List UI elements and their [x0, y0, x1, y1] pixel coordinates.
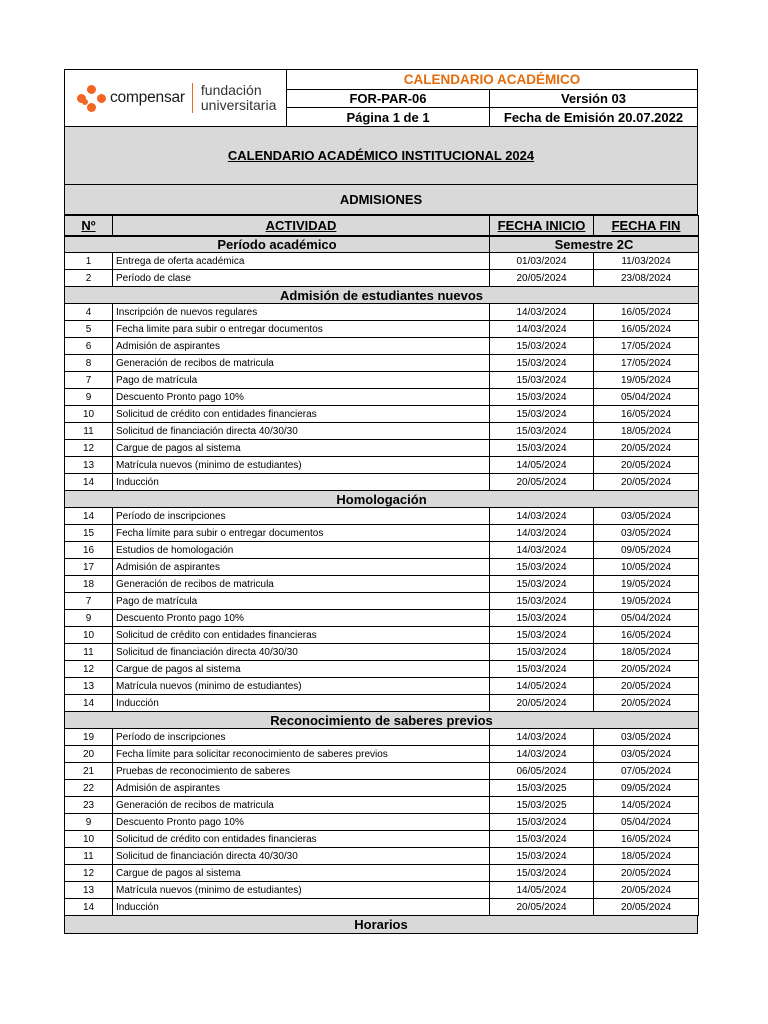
table-row: [65, 525, 699, 542]
row-start-date: 15/03/2024: [490, 338, 594, 355]
table-row: [65, 661, 699, 678]
row-number: 7: [65, 372, 113, 389]
row-start-date: 15/03/2024: [490, 644, 594, 661]
row-start-date: 14/05/2024: [490, 457, 594, 474]
compensar-logo-icon: [77, 83, 107, 113]
row-end-date: 16/05/2024: [594, 627, 699, 644]
row-activity: Generación de recibos de matricula: [113, 355, 490, 372]
row-number: 18: [65, 576, 113, 593]
row-start-date: 06/05/2024: [490, 763, 594, 780]
row-end-date: 05/04/2024: [594, 389, 699, 406]
table-row: [65, 474, 699, 491]
row-start-date: 14/05/2024: [490, 882, 594, 899]
row-activity: Inducción: [113, 474, 490, 491]
row-end-date: 20/05/2024: [594, 474, 699, 491]
group-title: Homologación: [65, 491, 699, 508]
row-end-date: 17/05/2024: [594, 338, 699, 355]
document-header: [64, 69, 698, 127]
row-end-date: 20/05/2024: [594, 899, 699, 916]
table-row: [65, 253, 699, 270]
row-number: 20: [65, 746, 113, 763]
row-activity: Descuento Pronto pago 10%: [113, 389, 490, 406]
row-end-date: 16/05/2024: [594, 831, 699, 848]
row-start-date: 14/03/2024: [490, 746, 594, 763]
logo-wordmark: compensar: [110, 89, 185, 106]
row-number: 13: [65, 457, 113, 474]
row-end-date: 23/08/2024: [594, 270, 699, 287]
row-end-date: 17/05/2024: [594, 355, 699, 372]
row-start-date: 14/05/2024: [490, 678, 594, 695]
row-end-date: 20/05/2024: [594, 695, 699, 712]
row-end-date: 05/04/2024: [594, 610, 699, 627]
row-activity: Fecha limite para subir o entregar documentos: [113, 321, 490, 338]
row-activity: Inducción: [113, 899, 490, 916]
table-row: [65, 882, 699, 899]
table-row: [65, 763, 699, 780]
row-end-date: 10/05/2024: [594, 559, 699, 576]
table-row: [65, 814, 699, 831]
row-end-date: 07/05/2024: [594, 763, 699, 780]
row-start-date: 15/03/2024: [490, 423, 594, 440]
row-number: 8: [65, 355, 113, 372]
row-activity: Pruebas de reconocimiento de saberes: [113, 763, 490, 780]
table-row: [65, 899, 699, 916]
row-activity: Estudios de homologación: [113, 542, 490, 559]
column-header-end: FECHA FIN: [594, 216, 699, 236]
row-number: 14: [65, 899, 113, 916]
row-activity: Pago de matrícula: [113, 372, 490, 389]
row-start-date: 15/03/2024: [490, 355, 594, 372]
table-row: [65, 627, 699, 644]
row-start-date: 14/03/2024: [490, 729, 594, 746]
row-start-date: 01/03/2024: [490, 253, 594, 270]
row-number: 9: [65, 610, 113, 627]
logo-subtitle: [201, 83, 276, 113]
logo-divider: [192, 83, 193, 113]
row-end-date: 20/05/2024: [594, 457, 699, 474]
row-start-date: 15/03/2024: [490, 389, 594, 406]
row-start-date: 15/03/2024: [490, 865, 594, 882]
row-activity: Admisión de aspirantes: [113, 559, 490, 576]
row-start-date: 20/05/2024: [490, 899, 594, 916]
group-title: Admisión de estudiantes nuevos: [65, 287, 699, 304]
row-end-date: 09/05/2024: [594, 542, 699, 559]
row-number: 7: [65, 593, 113, 610]
row-activity: Cargue de pagos al sistema: [113, 865, 490, 882]
table-row: [65, 729, 699, 746]
column-header-num: Nº: [65, 216, 113, 236]
row-end-date: 16/05/2024: [594, 406, 699, 423]
row-activity: Descuento Pronto pago 10%: [113, 814, 490, 831]
row-start-date: 14/03/2024: [490, 304, 594, 321]
row-end-date: 18/05/2024: [594, 423, 699, 440]
row-number: 14: [65, 508, 113, 525]
row-activity: Admisión de aspirantes: [113, 338, 490, 355]
row-start-date: 15/03/2024: [490, 610, 594, 627]
row-start-date: 15/03/2024: [490, 372, 594, 389]
column-header-activity: ACTIVIDAD: [113, 216, 490, 236]
emission-date: Fecha de Emisión 20.07.2022: [503, 109, 684, 125]
row-number: 4: [65, 304, 113, 321]
section-title: ADMISIONES: [64, 185, 698, 215]
table-row: [65, 338, 699, 355]
row-number: 9: [65, 814, 113, 831]
row-end-date: 03/05/2024: [594, 729, 699, 746]
row-activity: Solicitud de crédito con entidades financieras: [113, 406, 490, 423]
row-end-date: 03/05/2024: [594, 508, 699, 525]
row-number: 11: [65, 423, 113, 440]
document-code: FOR-PAR-06: [287, 90, 490, 107]
table-row: [65, 389, 699, 406]
row-number: 10: [65, 406, 113, 423]
row-activity: Período de inscripciones: [113, 729, 490, 746]
header-info: [287, 70, 697, 126]
table-row: [65, 423, 699, 440]
row-activity: Cargue de pagos al sistema: [113, 440, 490, 457]
row-end-date: 20/05/2024: [594, 661, 699, 678]
table-row: [65, 678, 699, 695]
row-activity: Generación de recibos de matricula: [113, 797, 490, 814]
row-activity: Admisión de aspirantes: [113, 780, 490, 797]
row-number: 11: [65, 644, 113, 661]
table-row: [65, 321, 699, 338]
row-number: 12: [65, 440, 113, 457]
row-activity: Generación de recibos de matricula: [113, 576, 490, 593]
row-start-date: 15/03/2025: [490, 797, 594, 814]
row-activity: Solicitud de financiación directa 40/30/30: [113, 423, 490, 440]
column-header-row: [65, 216, 699, 236]
row-activity: Cargue de pagos al sistema: [113, 661, 490, 678]
row-activity: Pago de matrícula: [113, 593, 490, 610]
row-number: 5: [65, 321, 113, 338]
row-activity: Solicitud de crédito con entidades financieras: [113, 627, 490, 644]
table-row: [65, 644, 699, 661]
row-end-date: 05/04/2024: [594, 814, 699, 831]
table-row: [65, 593, 699, 610]
table-row: [65, 304, 699, 321]
row-start-date: 15/03/2024: [490, 440, 594, 457]
table-row: [65, 831, 699, 848]
row-activity: Descuento Pronto pago 10%: [113, 610, 490, 627]
row-activity: Matrícula nuevos (minimo de estudiantes): [113, 457, 490, 474]
row-activity: Matrícula nuevos (minimo de estudiantes): [113, 678, 490, 695]
row-number: 12: [65, 865, 113, 882]
row-number: 6: [65, 338, 113, 355]
row-end-date: 20/05/2024: [594, 440, 699, 457]
semester-label: Semestre 2C: [490, 236, 699, 253]
row-activity: Período de inscripciones: [113, 508, 490, 525]
table-row: [65, 695, 699, 712]
row-activity: Fecha límite para solicitar reconocimiento de saberes previos: [113, 746, 490, 763]
row-start-date: 15/03/2024: [490, 593, 594, 610]
section-horarios: Horarios: [64, 916, 698, 934]
row-number: 1: [65, 253, 113, 270]
row-start-date: 15/03/2024: [490, 814, 594, 831]
table-row: [65, 559, 699, 576]
row-start-date: 20/05/2024: [490, 474, 594, 491]
row-start-date: 14/03/2024: [490, 321, 594, 338]
row-number: 15: [65, 525, 113, 542]
table-row: [65, 270, 699, 287]
logo-subtitle-line-1: fundación: [200, 82, 262, 98]
row-number: 14: [65, 474, 113, 491]
row-end-date: 19/05/2024: [594, 372, 699, 389]
table-row: [65, 406, 699, 423]
table-row: [65, 542, 699, 559]
logo: [65, 70, 287, 126]
row-number: 19: [65, 729, 113, 746]
document-title: CALENDARIO ACADÉMICO: [403, 72, 581, 87]
row-start-date: 15/03/2025: [490, 780, 594, 797]
table-row: [65, 576, 699, 593]
row-activity: Solicitud de financiación directa 40/30/30: [113, 644, 490, 661]
group-header-row: [65, 287, 699, 304]
row-activity: Fecha límite para subir o entregar documentos: [113, 525, 490, 542]
table-row: [65, 746, 699, 763]
table-row: [65, 508, 699, 525]
row-number: 10: [65, 627, 113, 644]
row-end-date: 19/05/2024: [594, 593, 699, 610]
row-end-date: 18/05/2024: [594, 848, 699, 865]
calendar-table: [64, 215, 699, 916]
row-end-date: 09/05/2024: [594, 780, 699, 797]
row-activity: Matrícula nuevos (minimo de estudiantes): [113, 882, 490, 899]
row-activity: Inducción: [113, 695, 490, 712]
row-number: 17: [65, 559, 113, 576]
group-header-row: [65, 491, 699, 508]
row-number: 13: [65, 882, 113, 899]
row-start-date: 14/03/2024: [490, 525, 594, 542]
logo-subtitle-line-2: universitaria: [200, 97, 277, 113]
row-number: 12: [65, 661, 113, 678]
row-start-date: 15/03/2024: [490, 848, 594, 865]
table-row: [65, 355, 699, 372]
row-start-date: 15/03/2024: [490, 576, 594, 593]
table-row: [65, 848, 699, 865]
row-end-date: 20/05/2024: [594, 865, 699, 882]
table-row: [65, 440, 699, 457]
table-row: [65, 372, 699, 389]
row-number: 13: [65, 678, 113, 695]
row-end-date: 03/05/2024: [594, 746, 699, 763]
row-end-date: 11/03/2024: [594, 253, 699, 270]
row-end-date: 18/05/2024: [594, 644, 699, 661]
row-activity: Período de clase: [113, 270, 490, 287]
column-header-start: FECHA INICIO: [490, 216, 594, 236]
page-number: Página 1 de 1: [287, 108, 490, 126]
row-number: 11: [65, 848, 113, 865]
row-number: 23: [65, 797, 113, 814]
row-number: 2: [65, 270, 113, 287]
table-row: [65, 610, 699, 627]
group-title: Reconocimiento de saberes previos: [65, 712, 699, 729]
row-end-date: 14/05/2024: [594, 797, 699, 814]
group-header-row: [65, 712, 699, 729]
row-activity: Solicitud de crédito con entidades financieras: [113, 831, 490, 848]
row-number: 16: [65, 542, 113, 559]
page-title: CALENDARIO ACADÉMICO INSTITUCIONAL 2024: [64, 127, 698, 185]
table-row: [65, 780, 699, 797]
row-start-date: 14/03/2024: [490, 542, 594, 559]
table-row: [65, 797, 699, 814]
row-end-date: 03/05/2024: [594, 525, 699, 542]
row-start-date: 15/03/2024: [490, 661, 594, 678]
row-end-date: 16/05/2024: [594, 321, 699, 338]
document-version: Versión 03: [560, 91, 627, 106]
row-number: 22: [65, 780, 113, 797]
row-end-date: 19/05/2024: [594, 576, 699, 593]
row-start-date: 20/05/2024: [490, 695, 594, 712]
period-header-row: [65, 236, 699, 253]
calendar-document: [64, 69, 698, 934]
row-activity: Entrega de oferta académica: [113, 253, 490, 270]
row-end-date: 20/05/2024: [594, 678, 699, 695]
row-number: 10: [65, 831, 113, 848]
period-label: Período académico: [65, 236, 490, 253]
row-start-date: 15/03/2024: [490, 627, 594, 644]
row-start-date: 15/03/2024: [490, 559, 594, 576]
row-start-date: 15/03/2024: [490, 831, 594, 848]
table-row: [65, 457, 699, 474]
row-number: 21: [65, 763, 113, 780]
row-start-date: 20/05/2024: [490, 270, 594, 287]
table-row: [65, 865, 699, 882]
row-end-date: 20/05/2024: [594, 882, 699, 899]
row-activity: Solicitud de financiación directa 40/30/30: [113, 848, 490, 865]
row-end-date: 16/05/2024: [594, 304, 699, 321]
row-activity: Inscripción de nuevos regulares: [113, 304, 490, 321]
row-start-date: 14/03/2024: [490, 508, 594, 525]
row-number: 14: [65, 695, 113, 712]
row-number: 9: [65, 389, 113, 406]
row-start-date: 15/03/2024: [490, 406, 594, 423]
